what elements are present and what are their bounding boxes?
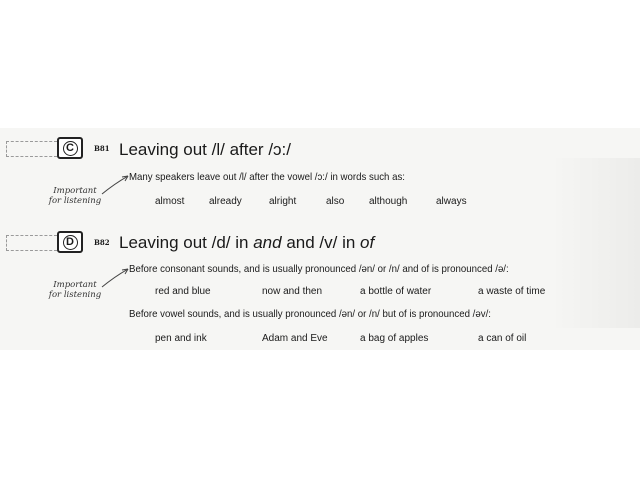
example-word: almost	[155, 196, 185, 207]
rule-text-d1: Before consonant sounds, and is usually pronounced /ən/ or /n/ and of is pronounced /ə/:	[129, 263, 509, 275]
example-word: already	[209, 196, 242, 207]
section-d-marker	[6, 232, 83, 252]
example-phrase: pen and ink	[155, 333, 207, 344]
rule-text-d2: Before vowel sounds, and is usually pronounced /ən/ or /n/ but of is pronounced /əv/:	[129, 308, 491, 320]
title-of: of	[360, 233, 375, 252]
title-part: Leaving out /d/ in	[119, 233, 254, 252]
note-line-1: Important	[53, 280, 97, 290]
dotted-bar	[6, 235, 57, 251]
note-line-2: for listening	[48, 196, 102, 206]
section-c-badge	[57, 137, 83, 159]
example-word: also	[326, 196, 345, 207]
note-line-2: for listening	[48, 290, 102, 300]
example-word: alright	[269, 196, 297, 207]
example-phrase: a can of oil	[478, 333, 527, 344]
example-phrase: a bottle of water	[360, 286, 432, 297]
section-d-title	[119, 233, 374, 253]
example-word: although	[369, 196, 408, 207]
note-line-1: Important	[53, 186, 97, 196]
dotted-bar	[6, 141, 57, 157]
note-arrow-d	[100, 265, 132, 291]
example-phrase: a waste of time	[478, 286, 546, 297]
example-word: always	[436, 196, 467, 207]
example-phrase: red and blue	[155, 286, 211, 297]
title-and: and	[253, 233, 282, 252]
example-phrase: now and then	[262, 286, 323, 297]
section-c-letter: C	[63, 141, 78, 156]
track-number-c: B81	[94, 144, 110, 153]
rule-text-c: Many speakers leave out /l/ after the vowel /ɔ:/ in words such as:	[129, 171, 405, 183]
section-c-marker	[6, 138, 83, 158]
example-phrase: a bag of apples	[360, 333, 429, 344]
example-phrase: Adam and Eve	[262, 333, 328, 344]
track-number-d: B82	[94, 238, 110, 247]
title-part: and /v/ in	[281, 233, 361, 252]
section-c-title: Leaving out /l/ after /ɔ:/	[119, 140, 291, 159]
section-d-letter: D	[63, 235, 78, 250]
section-d-badge	[57, 231, 83, 253]
note-arrow-c	[100, 172, 132, 198]
